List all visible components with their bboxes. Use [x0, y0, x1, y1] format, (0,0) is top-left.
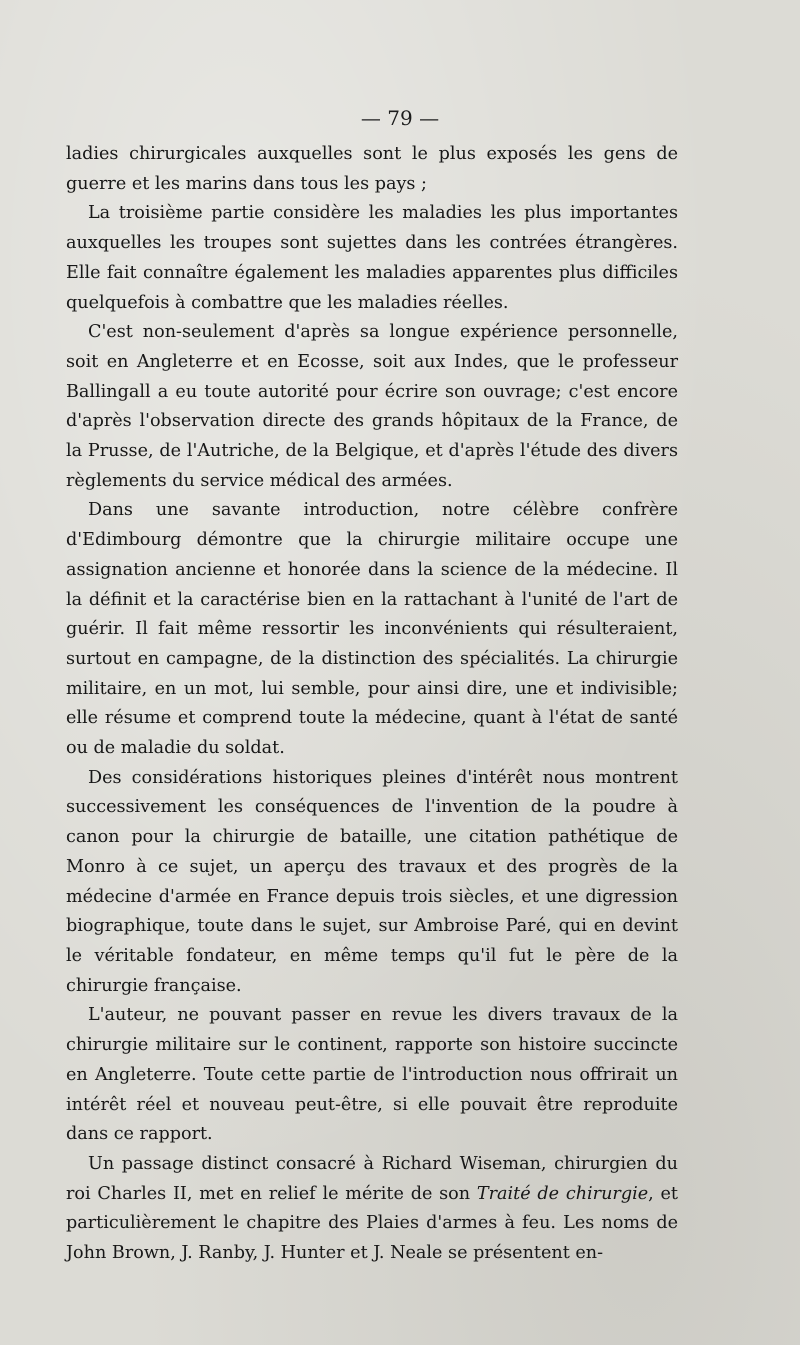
book-title-italic: Traité de chirurgie: [476, 1183, 649, 1204]
page-number: — 79 —: [360, 106, 440, 130]
paragraph-continuation: ladies chirurgicales auxquelles sont le plus exposés les gens de guerre et les marins dans tous les pays ;: [66, 144, 678, 194]
paragraph-text-after-italic: , et particulièrement le chapitre des Plaies d'armes à feu. Les noms de John Brown, J. Ranby, J. Hunter et J. Neale se présentent en-: [66, 1183, 678, 1264]
paragraph-text-before-italic: Un passage distinct consacré à Richard Wiseman, chirurgien du roi Charles II, met en relief le mérite de son: [66, 1153, 678, 1204]
paragraph: La troisième partie considère les maladies les plus importantes auxquelles les troupes sont sujettes dans les contrées étrangères. Elle fait connaître également les maladies apparentes plus difficiles quelquefois à combattre que les maladies réelles.: [66, 203, 678, 313]
paragraph-last: [66, 1150, 678, 1269]
paragraph: Dans une savante introduction, notre célèbre confrère d'Edimbourg démontre que la chirurgie militaire occupe une assignation ancienne et honorée dans la science de la médecine. Il la définit et la caractérise bien en la rattachant à l'unité de l'art de guérir. Il fait même ressortir les inconvénients qui résulteraient, surtout en campagne, de la distinction des spécialités. La chirurgie militaire, en un mot, lui semble, pour ainsi dire, une et indivisible; elle résume et comprend toute la médecine, quant à l'état de santé ou de maladie du soldat.: [66, 500, 678, 759]
body-text: [66, 140, 678, 1269]
paragraph: C'est non-seulement d'après sa longue expérience personnelle, soit en Angleterre et en Ecosse, soit aux Indes, que le professeur Ballingall a eu toute autorité pour écrire son ouvrage; c'est encore d'après l'observation directe des grands hôpitaux de la France, de la Prusse, de l'Autriche, de la Belgique, et d'après l'étude des divers règlements du service médical des armées.: [66, 322, 678, 491]
paragraph: L'auteur, ne pouvant passer en revue les divers travaux de la chirurgie militaire sur le continent, rapporte son histoire succincte en Angleterre. Toute cette partie de l'introduction nous offrirait un intérêt réel et nouveau peut-être, si elle pouvait être reproduite dans ce rapport.: [66, 1005, 678, 1145]
paragraph: Des considérations historiques pleines d'intérêt nous montrent successivement les conséquences de l'invention de la poudre à canon pour la chirurgie de bataille, une citation pathétique de Monro à ce sujet, un aperçu des travaux et des progrès de la médecine d'armée en France depuis trois siècles, et une digression biographique, toute dans le sujet, sur Ambroise Paré, qui en devint le véritable fondateur, en même temps qu'il fut le père de la chirurgie française.: [66, 767, 678, 996]
